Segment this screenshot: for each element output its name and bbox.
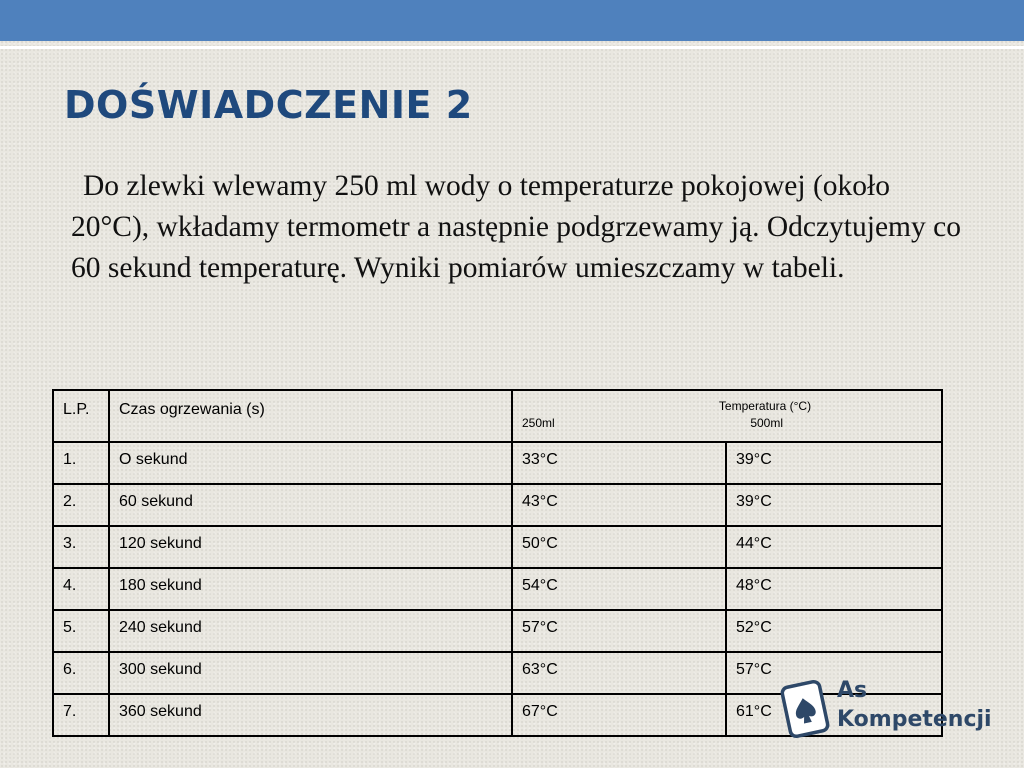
cell-lp: 5. bbox=[53, 610, 109, 652]
header-time: Czas ogrzewania (s) bbox=[109, 390, 512, 442]
cell-temp-500: 44°C bbox=[726, 526, 942, 568]
cell-time: 360 sekund bbox=[109, 694, 512, 736]
cell-temp-250: 57°C bbox=[512, 610, 726, 652]
temperature-title: Temperatura (°C) bbox=[718, 399, 812, 413]
cell-time: 300 sekund bbox=[109, 652, 512, 694]
subheader-250ml: 250ml bbox=[522, 416, 555, 430]
subheader-500ml: 500ml bbox=[750, 416, 783, 430]
watermark-line-2: Kompetencji bbox=[837, 707, 992, 732]
header-divider bbox=[0, 46, 1024, 49]
cell-temp-250: 63°C bbox=[512, 652, 726, 694]
cell-lp: 2. bbox=[53, 484, 109, 526]
table-row bbox=[53, 526, 942, 568]
watermark-line-1: As bbox=[837, 678, 868, 703]
cell-temp-500: 52°C bbox=[726, 610, 942, 652]
table-row bbox=[53, 442, 942, 484]
header-temperature bbox=[512, 390, 942, 442]
description-paragraph: Do zlewki wlewamy 250 ml wody o temperaturze pokojowej (około 20°C), wkładamy termometr a następnie podgrzewamy ją. Odczytujemy co 60 sekund temperaturę. Wyniki pomiarów umieszczamy w tabeli. bbox=[71, 170, 961, 284]
watermark-text bbox=[837, 676, 992, 734]
cell-temp-250: 67°C bbox=[512, 694, 726, 736]
table-row bbox=[53, 610, 942, 652]
cell-time: O sekund bbox=[109, 442, 512, 484]
cell-lp: 4. bbox=[53, 568, 109, 610]
cell-temp-250: 50°C bbox=[512, 526, 726, 568]
slide-title: DOŚWIADCZENIE 2 bbox=[64, 83, 473, 127]
cell-lp: 7. bbox=[53, 694, 109, 736]
cell-temp-250: 43°C bbox=[512, 484, 726, 526]
watermark-logo bbox=[770, 668, 1010, 748]
cell-temp-500: 39°C bbox=[726, 484, 942, 526]
cell-time: 180 sekund bbox=[109, 568, 512, 610]
card-spade-icon bbox=[776, 678, 834, 740]
temperature-subheaders bbox=[513, 416, 941, 430]
cell-time: 240 sekund bbox=[109, 610, 512, 652]
cell-temp-500: 39°C bbox=[726, 442, 942, 484]
cell-time: 60 sekund bbox=[109, 484, 512, 526]
cell-temp-250: 54°C bbox=[512, 568, 726, 610]
cell-temp-250: 33°C bbox=[512, 442, 726, 484]
cell-lp: 3. bbox=[53, 526, 109, 568]
cell-temp-500: 48°C bbox=[726, 568, 942, 610]
cell-lp: 6. bbox=[53, 652, 109, 694]
cell-temp-500: 57°C bbox=[726, 652, 942, 694]
header-lp: L.P. bbox=[53, 390, 109, 442]
table-row bbox=[53, 568, 942, 610]
cell-time: 120 sekund bbox=[109, 526, 512, 568]
table-row bbox=[53, 484, 942, 526]
header-band bbox=[0, 0, 1024, 41]
cell-lp: 1. bbox=[53, 442, 109, 484]
table-header-row bbox=[53, 390, 942, 442]
cell-temp-500: 61°C bbox=[726, 694, 942, 736]
